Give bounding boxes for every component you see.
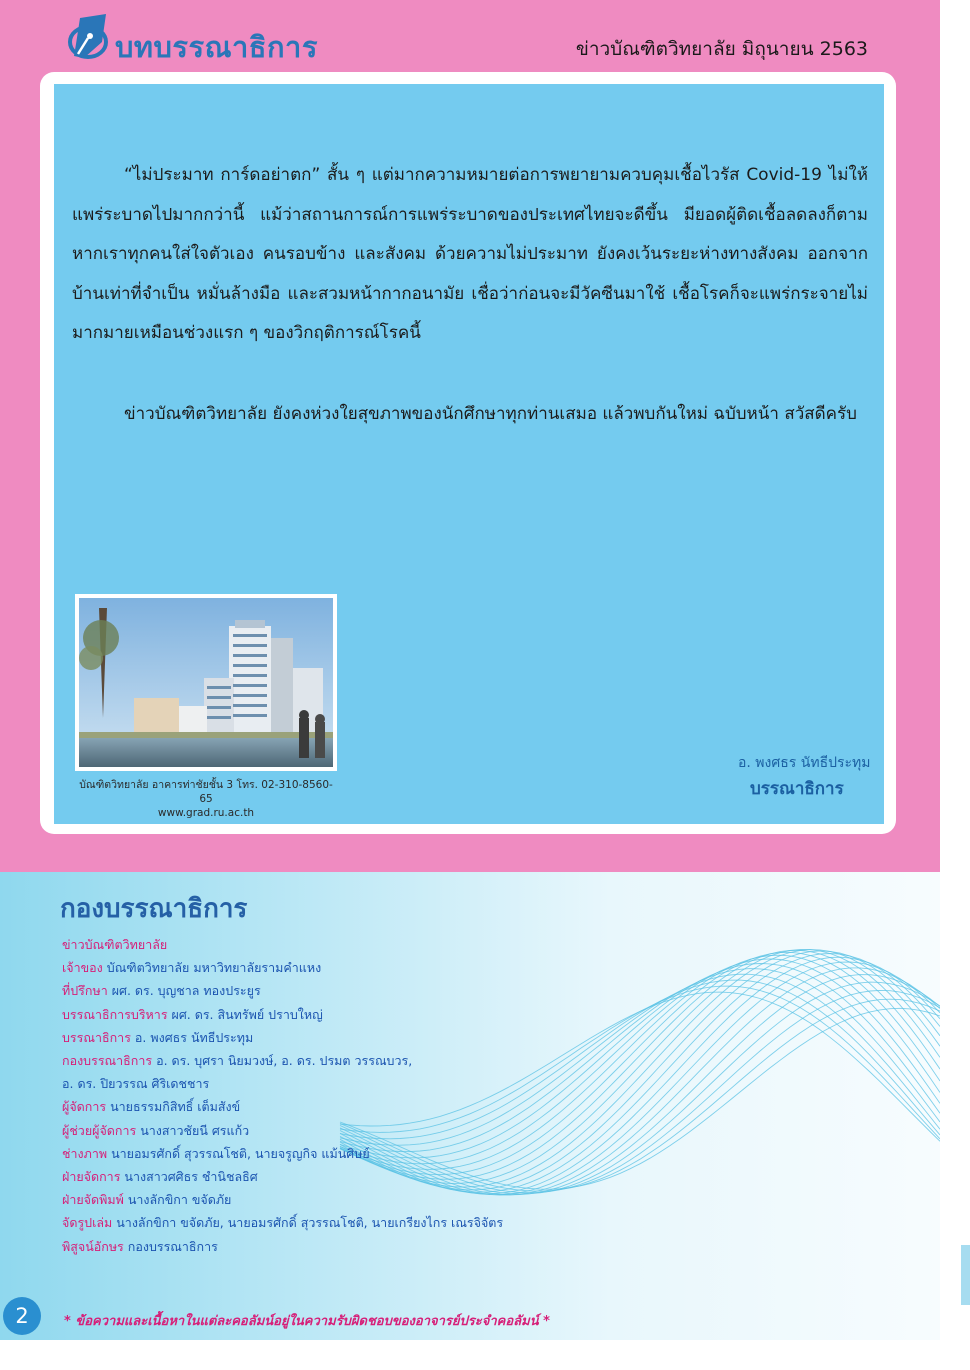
column-title: บทบรรณาธิการ [115,30,318,64]
credit-key: ผู้ช่วยผู้จัดการ [62,1122,137,1138]
credit-line [62,1026,762,1049]
editorial-paragraph-1: “ไม่ประมาท การ์ดอย่าตก” สั้น ๆ แต่มากความหมายต่อการพยายามควบคุมเชื้อไวรัส Covid-19 ไม่ให้แพร่ระบาดไปมากกว่านี้ แม้ว่าสถานการณ์การแพร่ระบาดของประเทศไทยจะดีขึ้น มียอดผู้ติดเชื้อลดลงก็ตาม หากเราทุกคนใส่ใจตัวเอง คนรอบข้าง และสังคม ด้วยความไม่ประมาท ยังคงเว้นระยะห่างทางสังคม ออกจากบ้านเท่าที่จำเป็น หมั่นล้างมือ และสวมหน้ากากอนามัย เชื่อว่าก่อนจะมีวัคซีนมาใช้ เชื้อโรคก็จะแพร่กระจายไม่มากมายเหมือนช่วงแรก ๆ ของวิกฤติการณ์โรคนี้ [72,165,868,343]
building-photo-image [79,598,333,767]
credit-key: พิสูจน์อักษร [62,1238,124,1254]
credit-key: ผู้จัดการ [62,1099,107,1115]
credit-key: ฝ่ายจัดการ [62,1169,121,1185]
credit-line [62,1095,762,1118]
signature-name: อ. พงศธร นัทธีประทุม [738,755,871,771]
credit-value: นายธรรมกิสิทธิ์ เต็มสังข์ [110,1099,241,1115]
credit-key: ฝ่ายจัดพิมพ์ [62,1192,124,1208]
pen-nib-icon [66,12,116,64]
page-edge-tab [961,1245,970,1305]
credit-value: นางสาวศศิธร ชำนิชลธิศ [124,1169,258,1185]
credit-value: อ. ดร. ปิยวรรณ ศิริเดชชาร [62,1076,210,1092]
credit-value: นางสาวชัยนี ศรแก้ว [140,1122,250,1138]
credit-key: บรรณาธิการบริหาร [62,1006,168,1022]
signature-role: บรรณาธิการ [750,779,844,799]
credit-line [62,1049,762,1072]
editorial-paragraph-2: ข่าวบัณฑิตวิทยาลัย ยังคงห่วงใยสุขภาพของนักศึกษาทุกท่านเสมอ แล้วพบกันใหม่ ฉบับหน้า สวัสดีครับ [124,404,857,424]
building-photo [75,594,337,771]
photo-caption-website: www.grad.ru.ac.th [157,807,255,819]
credit-key: จัดรูปเล่ม [62,1215,113,1231]
credit-key: ที่ปรึกษา [62,983,108,999]
credit-line [62,1142,762,1165]
credit-key: ข่าวบัณฑิตวิทยาลัย [62,937,168,952]
credit-value: กองบรรณาธิการ [127,1238,218,1254]
credit-value: อ. พงศธร นัทธีประทุม [134,1029,254,1045]
credit-line [62,1165,762,1188]
credit-value: นายอมรศักดิ์ สุวรรณโชติ, นายจรูญกิจ แม้นศิษย์ [111,1145,370,1161]
credit-key: ช่างภาพ [62,1145,108,1161]
credit-line [62,1188,762,1211]
credit-key: กองบรรณาธิการ [62,1053,153,1069]
credit-line [62,1072,762,1095]
credit-line [62,979,762,1002]
credit-value: ผศ. ดร. บุญชาล ทองประยูร [111,983,261,999]
credit-value: อ. ดร. บุศรา นิยมวงษ์, อ. ดร. ปรมต วรรณบวร, [156,1053,413,1069]
credit-value: ผศ. ดร. สินทรัพย์ ปราบใหญ่ [171,1006,323,1022]
credit-line [62,956,762,979]
photo-caption [74,778,338,820]
credit-value: บัณฑิตวิทยาลัย มหาวิทยาลัยรามคำแหง [106,960,322,976]
credit-line [62,933,762,956]
photo-caption-address: บัณฑิตวิทยาลัย อาคารท่าชัยชั้น 3 โทร. 02-310-8560-65 [79,779,333,805]
credit-line [62,1235,762,1258]
credit-line [62,1003,762,1026]
credit-key: เจ้าของ [62,960,103,976]
footnote: * ข้อความและเนื้อหาในแต่ละคอลัมน์อยู่ในความรับผิดชอบของอาจารย์ประจำคอลัมน์ * [64,1314,550,1329]
credit-line [62,1119,762,1142]
issue-info: ข่าวบัณฑิตวิทยาลัย มิถุนายน 2563 [575,38,868,60]
credit-key: บรรณาธิการ [62,1029,131,1045]
board-title: กองบรรณาธิการ [60,894,248,924]
board-credits [62,933,762,1258]
credit-value: นางลักขิกา ขจัดภัย, นายอมรศักดิ์ สุวรรณโชติ, นายเกรียงไกร เณรจิจัตร [116,1215,504,1231]
credit-line [62,1211,762,1234]
page-number: 2 [3,1297,41,1335]
credit-value: นางลักขิกา ขจัดภัย [127,1192,232,1208]
